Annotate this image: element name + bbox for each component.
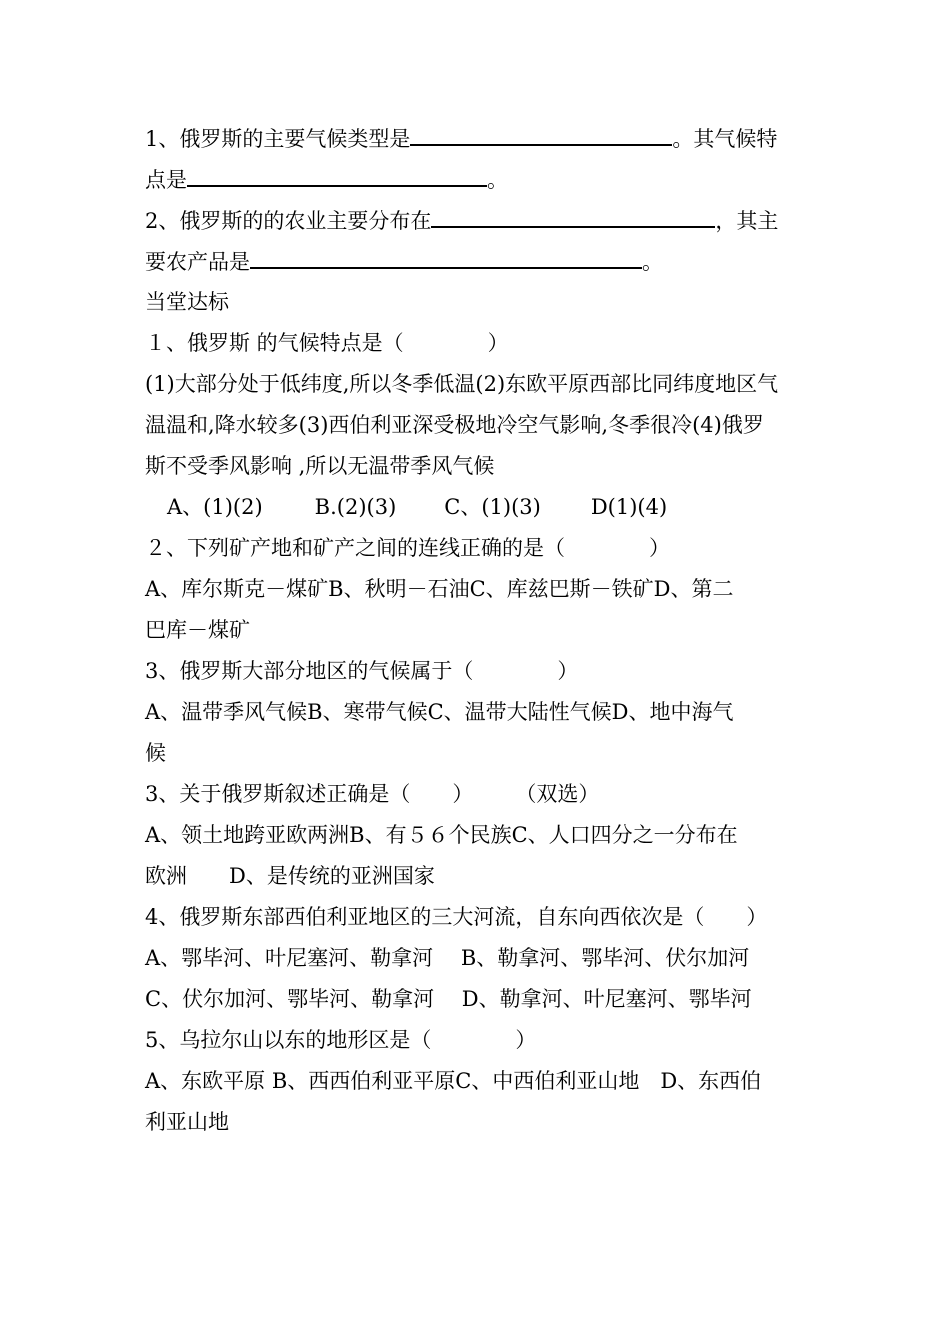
ex3-options-2: 候 <box>145 741 166 765</box>
ex2-options-1: A、库尔斯克－煤矿B、秋明－石油C、库兹巴斯－铁矿D、第二 <box>145 577 734 601</box>
ex1-options <box>145 487 810 528</box>
q1-answer-blank-2[interactable] <box>187 159 487 187</box>
q2-answer-blank-2[interactable] <box>250 241 642 269</box>
q2-text-2: 要农产品是 <box>145 250 250 274</box>
ex5-options-1: A、东欧平原 B、西西伯利亚平原C、中西伯利亚山地 D、东西伯 <box>145 1069 762 1093</box>
q1-answer-blank[interactable] <box>410 118 672 146</box>
ex3b-stem: 3、关于俄罗斯叙述正确是（ ） （双选） <box>145 782 600 806</box>
q1-text-tail: 。其气候特 <box>672 127 778 151</box>
q2-answer-blank[interactable] <box>431 200 715 228</box>
q1-text-2-tail: 。 <box>487 168 508 192</box>
ex1-stem: １、俄罗斯 的气候特点是（ ） <box>145 331 509 355</box>
ex1-body-2: 温温和,降水较多(3)西伯利亚深受极地冷空气影响,冬季很冷(4)俄罗 <box>145 413 764 437</box>
ex3-stem: 3、俄罗斯大部分地区的气候属于（ ） <box>145 659 579 683</box>
ex2-options-2: 巴库－煤矿 <box>145 618 250 642</box>
ex1-option-a: A、(1)(2) <box>167 495 263 519</box>
ex3b-options-1: A、领土地跨亚欧两洲B、有５６个民族C、人口四分之一分布在 <box>145 823 738 847</box>
ex1-body-3: 斯不受季风影响 ,所以无温带季风气候 <box>145 454 495 478</box>
q1-text: 1、俄罗斯的主要气候类型是 <box>145 127 411 151</box>
q1-text-2: 点是 <box>145 168 187 192</box>
ex1-option-b: B.(2)(3) <box>314 495 397 519</box>
ex4-stem: 4、俄罗斯东部西伯利亚地区的三大河流，自东向西依次是（ ） <box>145 905 768 929</box>
q2-line2 <box>145 241 810 282</box>
worksheet-page <box>145 118 810 1143</box>
ex1-option-d: D(1)(4) <box>590 495 668 519</box>
ex3b-options-2: 欧洲 D、是传统的亚洲国家 <box>145 864 435 888</box>
q1-line2 <box>145 159 810 200</box>
ex4-options-1: A、鄂毕河、叶尼塞河、勒拿河 B、勒拿河、鄂毕河、伏尔加河 <box>145 946 750 970</box>
q2-text: 2、俄罗斯的的农业主要分布在 <box>145 209 432 233</box>
ex3-options-1: A、温带季风气候B、寒带气候C、温带大陆性气候D、地中海气 <box>145 700 734 724</box>
ex5-stem: 5、乌拉尔山以东的地形区是（ ） <box>145 1028 537 1052</box>
q2-text-2-tail: 。 <box>642 250 663 274</box>
ex1-body-1: (1)大部分处于低纬度,所以冬季低温(2)东欧平原西部比同纬度地区气 <box>145 372 779 396</box>
ex2-stem: ２、下列矿产地和矿产之间的连线正确的是（ ） <box>145 536 670 560</box>
ex1-option-c: C、(1)(3) <box>444 495 541 519</box>
q2-line1 <box>145 200 810 241</box>
ex4-options-2: C、伏尔加河、鄂毕河、勒拿河 D、勒拿河、叶尼塞河、鄂毕河 <box>145 987 752 1011</box>
ex5-options-2: 利亚山地 <box>145 1110 229 1134</box>
q1-line1 <box>145 118 810 159</box>
q2-text-tail: ，其主 <box>715 209 779 233</box>
section-title: 当堂达标 <box>145 290 229 314</box>
